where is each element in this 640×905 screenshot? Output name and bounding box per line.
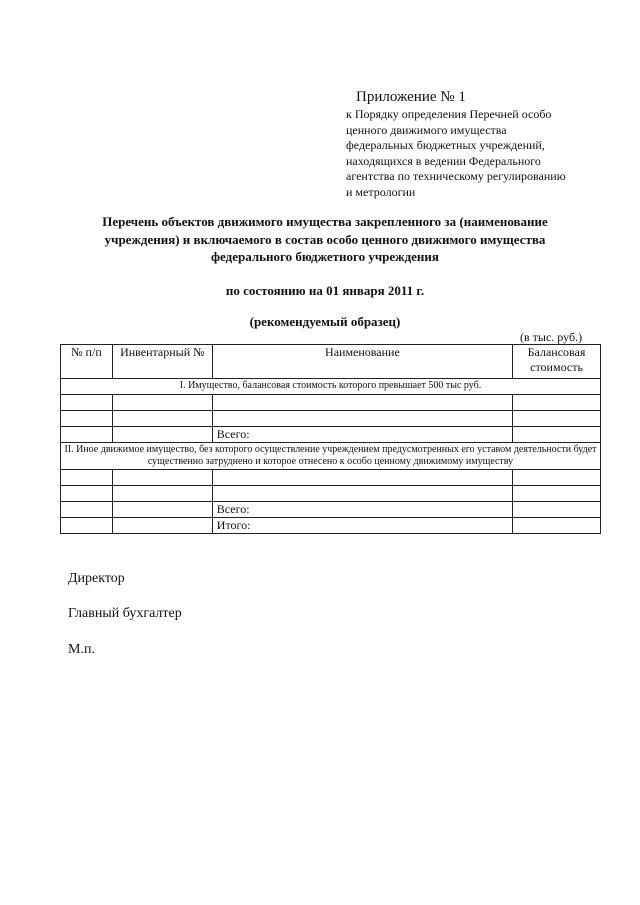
sample-note: (рекомендуемый образец) [249, 314, 401, 329]
table-cell [112, 395, 212, 411]
table-row [61, 395, 601, 411]
appendix-subtitle [346, 107, 616, 200]
table-cell [61, 395, 113, 411]
heading-line: Перечень объектов движимого имущества закрепленного за (наименование [102, 214, 548, 229]
table-cell [61, 427, 113, 443]
heading-line: учреждения) и включаемого в состав особо ценного движимого имущества [104, 231, 546, 247]
table-cell [112, 518, 212, 534]
director-signature-label: Директор [68, 571, 125, 586]
document-heading [60, 213, 590, 266]
table-cell [61, 470, 113, 486]
table-cell [112, 427, 212, 443]
total-label: Всего: [212, 427, 512, 443]
table-row [61, 470, 601, 486]
table-cell [212, 486, 512, 502]
column-header: Балансовая стоимость [513, 345, 601, 379]
table-cell [212, 411, 512, 427]
table-cell [61, 502, 113, 518]
appendix-title: Приложение № 1 [356, 89, 466, 105]
table-cell [513, 502, 601, 518]
appendix-subtitle-line: федеральных бюджетных учреждений, [346, 138, 545, 152]
table-cell [513, 427, 601, 443]
seal-label: М.п. [68, 642, 95, 657]
table-cell [513, 518, 601, 534]
appendix-block [346, 88, 616, 200]
table-row [61, 486, 601, 502]
table-cell [61, 518, 113, 534]
as-of-date: по состоянию на 01 января 2011 г. [225, 283, 425, 298]
table-cell [212, 395, 512, 411]
grand-total-row [61, 518, 601, 534]
total-row [61, 427, 601, 443]
table-header-row [61, 345, 601, 379]
table-cell [513, 470, 601, 486]
total-row [61, 502, 601, 518]
total-label: Всего: [212, 502, 512, 518]
appendix-subtitle-line: к Порядку определения Перечней особо [346, 107, 552, 121]
section-2-title: II. Иное движимое имущество, без которого осуществление учреждением предусмотренных его уставом деятельности будет существенно затруднено и которое отнесено к особо ценному движимому имуществу [61, 443, 601, 470]
column-header: Наименование [212, 345, 512, 379]
table-cell [212, 470, 512, 486]
table-cell [61, 411, 113, 427]
unit-note: (в тыс. руб.) [520, 330, 583, 344]
table-cell [112, 470, 212, 486]
appendix-subtitle-line: находящихся в ведении Федерального [346, 153, 541, 168]
table-cell [61, 486, 113, 502]
section-row [61, 443, 601, 470]
property-table [60, 344, 601, 534]
appendix-subtitle-line: и метрологии [346, 184, 416, 199]
table-row [61, 411, 601, 427]
appendix-subtitle-line: агентства по техническому регулированию [346, 169, 566, 183]
section-row [61, 379, 601, 395]
section-1-title: I. Имущество, балансовая стоимость которого превышает 500 тыс руб. [61, 379, 601, 395]
table-cell [112, 502, 212, 518]
column-header: № п/п [61, 345, 113, 379]
table-cell [112, 486, 212, 502]
grand-total-label: Итого: [212, 518, 512, 534]
appendix-subtitle-line: ценного движимого имущества [346, 122, 507, 137]
table-cell [513, 395, 601, 411]
table-cell [112, 411, 212, 427]
column-header: Инвентарный № [112, 345, 212, 379]
heading-line: федерального бюджетного учреждения [211, 249, 439, 264]
chief-accountant-signature-label: Главный бухгалтер [68, 606, 182, 621]
table-cell [513, 411, 601, 427]
table-cell [513, 486, 601, 502]
